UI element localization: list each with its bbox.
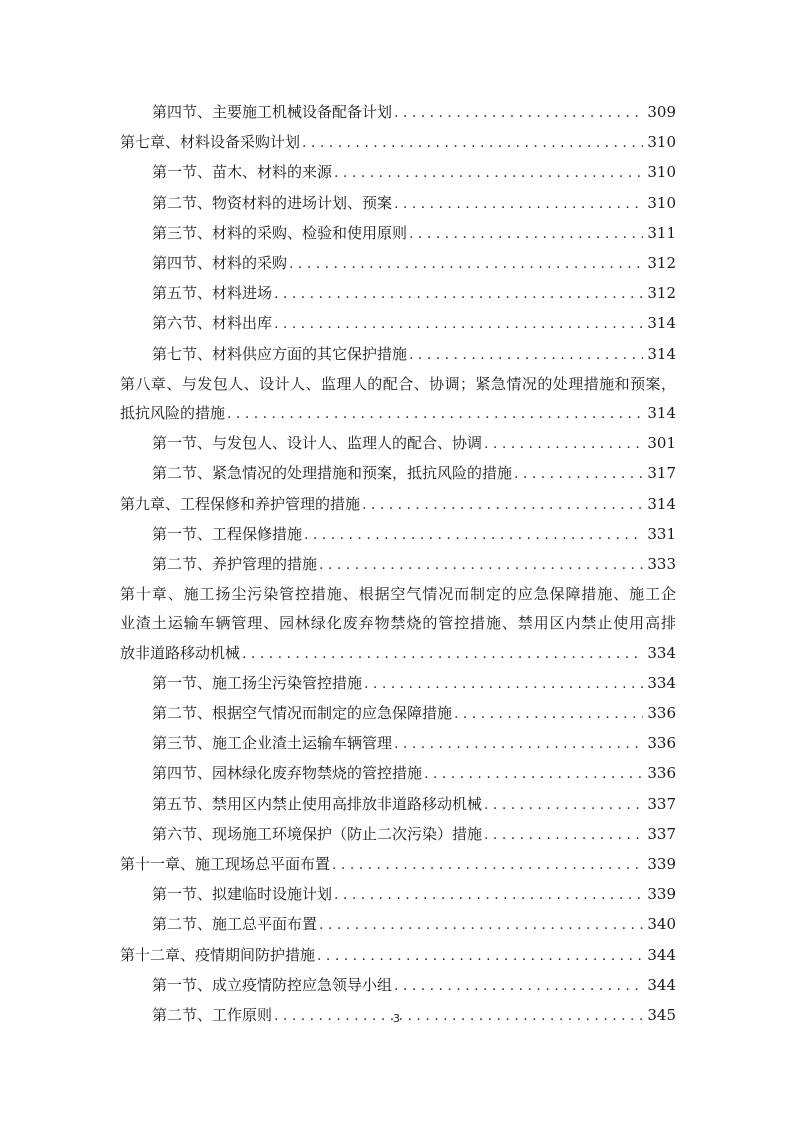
toc-entry-row — [120, 399, 676, 429]
dot-leader — [409, 220, 643, 249]
dot-leader — [302, 129, 643, 158]
toc-entry-page-number: 331 — [647, 524, 676, 543]
toc-entry-row — [152, 669, 676, 699]
toc-entry-page-number: 340 — [647, 915, 676, 934]
toc-entry-row — [152, 729, 676, 759]
toc-entry-page-number: 337 — [647, 794, 676, 813]
toc-entry-title: 第四节、园林绿化废弃物禁烧的管控措施 — [152, 764, 423, 783]
toc-entry-title-line: 业渣土运输车辆管理、园林绿化废弃物禁烧的管控措施、禁用区内禁止使用高排 — [120, 614, 676, 633]
toc-entry-page-number: 309 — [647, 103, 676, 121]
toc-entry-title: 第十二章、疫情期间防护措施 — [120, 945, 316, 964]
dot-leader — [454, 700, 643, 729]
dot-leader — [484, 430, 643, 459]
toc-entry-title: 第三节、施工企业渣土运输车辆管理 — [152, 734, 393, 753]
toc-entry-title: 第二节、紧急情况的处理措施和预案，抵抗风险的措施 — [152, 464, 513, 483]
toc-entry-page-number: 314 — [647, 494, 676, 513]
toc-entry-title-line: 第十章、施工扬尘污染管控措施、根据空气情况而制定的应急保障措施、施工企 — [120, 585, 676, 604]
toc-entry-title: 第一节、施工扬尘污染管控措施 — [152, 673, 363, 692]
toc-entry-page-number: 314 — [647, 404, 676, 423]
toc-section-entry[interactable] — [120, 971, 676, 1001]
toc-section-entry[interactable] — [120, 520, 676, 550]
dot-leader — [514, 460, 643, 489]
toc-entry-row — [152, 880, 676, 910]
toc-entry-row — [152, 790, 676, 820]
toc-entry-page-number: 344 — [647, 975, 676, 994]
toc-entry-row — [120, 850, 676, 880]
toc-entry-page-number: 336 — [647, 704, 676, 723]
toc-section-entry[interactable] — [120, 309, 676, 339]
toc-entry-page-number: 333 — [647, 555, 676, 574]
toc-entry-page-number: 311 — [647, 223, 676, 242]
table-of-contents — [120, 98, 676, 1031]
toc-entry-title: 第二节、工作原则 — [152, 1006, 273, 1025]
toc-entry-title: 第五节、材料进场 — [152, 284, 273, 303]
dot-leader — [319, 551, 643, 580]
toc-entry-title: 第三节、材料的采购、检验和使用原则 — [152, 223, 408, 242]
dot-leader — [334, 881, 643, 910]
toc-entry-title: 第四节、材料的采购 — [152, 254, 288, 273]
toc-entry-title: 第一节、与发包人、设计人、监理人的配合、协调 — [152, 434, 483, 453]
toc-entry-row — [120, 128, 676, 158]
dot-leader — [274, 310, 643, 339]
toc-entry-title: 第七章、材料设备采购计划 — [120, 133, 301, 152]
toc-entry-row — [152, 309, 676, 339]
toc-entry-row — [152, 249, 676, 279]
toc-entry-row — [152, 759, 676, 789]
toc-entry-title: 第一节、成立疫情防控应急领导小组 — [152, 975, 393, 994]
dot-leader — [484, 791, 643, 820]
toc-entry-title: 第六节、现场施工环境保护（防止二次污染）措施 — [152, 824, 483, 843]
toc-entry-row — [120, 941, 676, 971]
toc-entry-title: 第六节、材料出库 — [152, 314, 273, 333]
toc-section-entry[interactable] — [120, 790, 676, 820]
toc-section-entry[interactable] — [120, 340, 676, 370]
toc-entry-page-number: 310 — [647, 193, 676, 212]
dot-leader — [364, 670, 643, 699]
toc-entry-row — [152, 158, 676, 188]
toc-entry-title-line: 第八章、与发包人、设计人、监理人的配合、协调；紧急情况的处理措施和预案， — [120, 374, 676, 393]
toc-entry-row — [152, 459, 676, 489]
toc-entry-title: 抵抗风险的措施 — [120, 404, 226, 423]
dot-leader — [362, 491, 643, 520]
toc-entry-page-number: 344 — [647, 945, 676, 964]
toc-section-entry[interactable] — [120, 189, 676, 219]
toc-chapter-entry[interactable] — [120, 128, 676, 158]
toc-entry-title: 第十一章、施工现场总平面布置 — [120, 855, 331, 874]
dot-leader — [304, 521, 643, 550]
dot-leader — [334, 159, 643, 188]
toc-entry-page-number: 314 — [647, 344, 676, 363]
toc-chapter-entry[interactable] — [120, 850, 676, 880]
toc-entry-title: 第二节、物资材料的进场计划、预案 — [152, 193, 393, 212]
page-number: 3 — [393, 1012, 400, 1025]
toc-section-entry[interactable] — [120, 759, 676, 789]
toc-section-entry[interactable] — [120, 219, 676, 249]
toc-entry-title: 第五节、禁用区内禁止使用高排放非道路移动机械 — [152, 794, 483, 813]
dot-leader — [227, 400, 643, 429]
toc-section-entry[interactable] — [120, 820, 676, 850]
toc-entry-page-number: 339 — [647, 885, 676, 904]
toc-entry-row — [152, 340, 676, 370]
toc-entry-row — [152, 279, 676, 309]
dot-leader — [424, 760, 643, 789]
toc-chapter-entry[interactable] — [120, 941, 676, 971]
toc-section-entry[interactable] — [120, 550, 676, 580]
toc-entry-title: 第一节、工程保修措施 — [152, 524, 303, 543]
toc-entry-title: 第一节、拟建临时设施计划 — [152, 885, 333, 904]
toc-entry-page-number: 310 — [647, 133, 676, 152]
toc-entry-title: 第九章、工程保修和养护管理的措施 — [120, 494, 361, 513]
toc-entry-title: 第二节、施工总平面布置 — [152, 915, 318, 934]
toc-entry-row — [152, 910, 676, 940]
toc-entry-title: 放非道路移动机械 — [120, 643, 241, 662]
toc-entry-title: 第一节、苗木、材料的来源 — [152, 163, 333, 182]
toc-entry-page-number: 337 — [647, 824, 676, 843]
toc-section-entry[interactable] — [120, 699, 676, 729]
toc-entry-page-number: 312 — [647, 284, 676, 303]
toc-section-entry[interactable] — [120, 158, 676, 188]
dot-leader — [274, 280, 643, 309]
toc-entry-row — [152, 699, 676, 729]
toc-entry-page-number: 334 — [647, 673, 676, 692]
dot-leader — [394, 972, 643, 1001]
toc-entry-page-number: 314 — [647, 314, 676, 333]
toc-entry-page-number: 317 — [647, 464, 676, 483]
toc-chapter-entry[interactable] — [120, 580, 676, 669]
toc-entry-page-number: 312 — [647, 254, 676, 273]
toc-entry-page-number: 336 — [647, 764, 676, 783]
toc-section-entry[interactable] — [120, 669, 676, 699]
toc-entry-row — [152, 98, 676, 128]
toc-section-entry[interactable] — [120, 880, 676, 910]
toc-entry-row — [152, 971, 676, 1001]
toc-section-entry[interactable] — [120, 249, 676, 279]
toc-chapter-entry[interactable] — [120, 490, 676, 520]
toc-entry-page-number: 345 — [647, 1006, 676, 1025]
toc-entry-page-number: 339 — [647, 855, 676, 874]
toc-chapter-entry[interactable] — [120, 370, 676, 429]
toc-entry-row — [152, 429, 676, 459]
dot-leader — [394, 190, 643, 219]
dot-leader — [394, 730, 643, 759]
toc-entry-row — [152, 520, 676, 550]
toc-section-entry[interactable] — [120, 429, 676, 459]
toc-section-entry[interactable] — [120, 279, 676, 309]
toc-section-entry[interactable] — [120, 910, 676, 940]
toc-entry-page-number: 336 — [647, 734, 676, 753]
toc-entry-title: 第四节、主要施工机械设备配备计划 — [152, 103, 393, 121]
dot-leader — [394, 99, 643, 128]
toc-section-entry[interactable] — [120, 98, 676, 128]
dot-leader — [319, 911, 643, 940]
dot-leader — [289, 250, 643, 279]
toc-entry-row — [152, 550, 676, 580]
toc-section-entry[interactable] — [120, 459, 676, 489]
toc-entry-page-number: 310 — [647, 163, 676, 182]
toc-entry-title: 第二节、养护管理的措施 — [152, 555, 318, 574]
dot-leader — [409, 341, 643, 370]
dot-leader — [242, 640, 643, 669]
dot-leader — [484, 821, 643, 850]
dot-leader — [332, 851, 643, 880]
toc-entry-row — [152, 820, 676, 850]
toc-entry-row — [120, 639, 676, 669]
toc-section-entry[interactable] — [120, 729, 676, 759]
toc-entry-row — [120, 490, 676, 520]
toc-entry-page-number: 301 — [647, 434, 676, 453]
dot-leader — [317, 942, 643, 971]
toc-entry-page-number: 334 — [647, 643, 676, 662]
toc-entry-row — [152, 189, 676, 219]
toc-entry-row — [152, 219, 676, 249]
toc-entry-title: 第二节、根据空气情况而制定的应急保障措施 — [152, 704, 453, 723]
toc-entry-title: 第七节、材料供应方面的其它保护措施 — [152, 344, 408, 363]
